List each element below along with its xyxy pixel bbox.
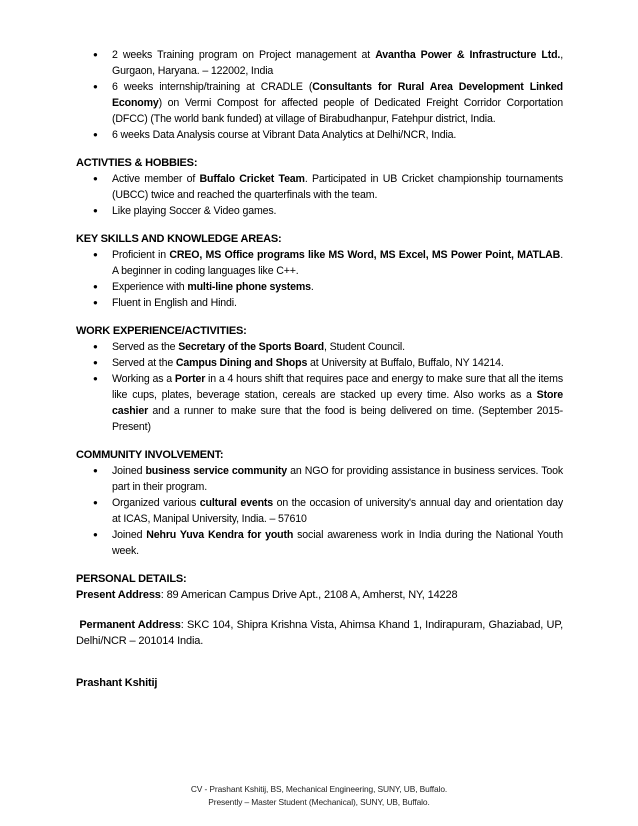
bullet-icon: ● [93,374,98,383]
list-item: ● Served at the Campus Dining and Shops at University at Buffalo, Buffalo, NY 14214. [93,357,504,369]
bullet-icon: ● [93,358,98,367]
footer-line-2: Presently – Master Student (Mechanical), SUNY, UB, Buffalo. [208,797,430,807]
list-item: ● 2 weeks Training program on Project management at Avantha Power & Infrastructure Ltd., Gurgaon, Haryana. – 122002, India [93,49,563,77]
bullet-icon: ● [93,530,98,539]
work-list [76,339,563,435]
list-item: ● Proficient in CREO, MS Office programs like MS Word, MS Excel, MS Power Point, MATLAB. A beginner in coding languages like C++. [93,249,563,277]
bullet-icon: ● [93,82,98,91]
bullet-icon: ● [93,498,98,507]
list-item: ● Working as a Porter in a 4 hours shift that requires pace and energy to make sure that all the items like cups, plates, beverage station, cereals are stacked up every time. Also works as a Store cashier and a runner to make sure that the food is being delivered on time. (September 2015- Present) [93,373,563,433]
bullet-icon: ● [93,130,98,139]
activities-list [76,171,563,219]
section-heading-work: WORK EXPERIENCE/ACTIVITIES: [76,325,247,337]
list-item: ● Like playing Soccer & Video games. [93,205,277,217]
present-address: Present Address: 89 American Campus Drive Apt., 2108 A, Amherst, NY, 14228 [76,589,458,601]
list-item: ● Joined Nehru Yuva Kendra for youth social awareness work in India during the National Youth week. [93,529,563,557]
list-item: ● Active member of Buffalo Cricket Team. Participated in UB Cricket championship tournaments (UBCC) twice and reached the quarterfinals with the team. [93,173,563,201]
section-heading-skills: KEY SKILLS AND KNOWLEDGE AREAS: [76,233,282,245]
bullet-icon: ● [93,282,98,291]
footer-line-1: CV - Prashant Kshitij, BS, Mechanical Engineering, SUNY, UB, Buffalo. [190,784,448,794]
list-item: ● Experience with multi-line phone systems. [93,281,314,293]
personal-details [76,571,563,649]
list-item: ● Served as the Secretary of the Sports Board, Student Council. [93,341,405,353]
resume-content [76,47,563,691]
list-item: ● Fluent in English and Hindi. [93,297,237,309]
bullet-icon: ● [93,342,98,351]
training-list [76,47,563,143]
bullet-icon: ● [93,298,98,307]
section-heading-community: COMMUNITY INVOLVEMENT: [76,449,224,461]
section-heading-activities: ACTIVTIES & HOBBIES: [76,157,198,169]
bullet-icon: ● [93,174,98,183]
bullet-icon: ● [93,50,98,59]
bullet-icon: ● [93,206,98,215]
page-footer [0,783,638,809]
bullet-icon: ● [93,466,98,475]
section-heading-personal: PERSONAL DETAILS: [76,573,187,585]
permanent-address: Permanent Address: SKC 104, Shipra Krishna Vista, Ahimsa Khand 1, Indirapuram, Ghaziabad, UP, Delhi/NCR – 201014 India. [76,619,563,647]
list-item: ● 6 weeks Data Analysis course at Vibrant Data Analytics at Delhi/NCR, India. [93,129,457,141]
bullet-icon: ● [93,250,98,259]
signature-name: Prashant Kshitij [76,677,158,689]
list-item: ● 6 weeks internship/training at CRADLE (Consultants for Rural Area Development Linked Economy) on Vermi Compost for affected people of Dedicated Freight Corridor Corportation (DFCC) (The world bank funded) at village of Birabudhanpur, Fatehpur district, India. [93,81,564,125]
community-list [76,463,563,559]
skills-list [76,247,563,311]
list-item: ● Joined business service community an NGO for providing assistance in business services. Took part in their program. [93,465,563,493]
list-item: ● Organized various cultural events on the occasion of university's annual day and orientation day at ICAS, Manipal University, India. – 57610 [93,497,564,525]
